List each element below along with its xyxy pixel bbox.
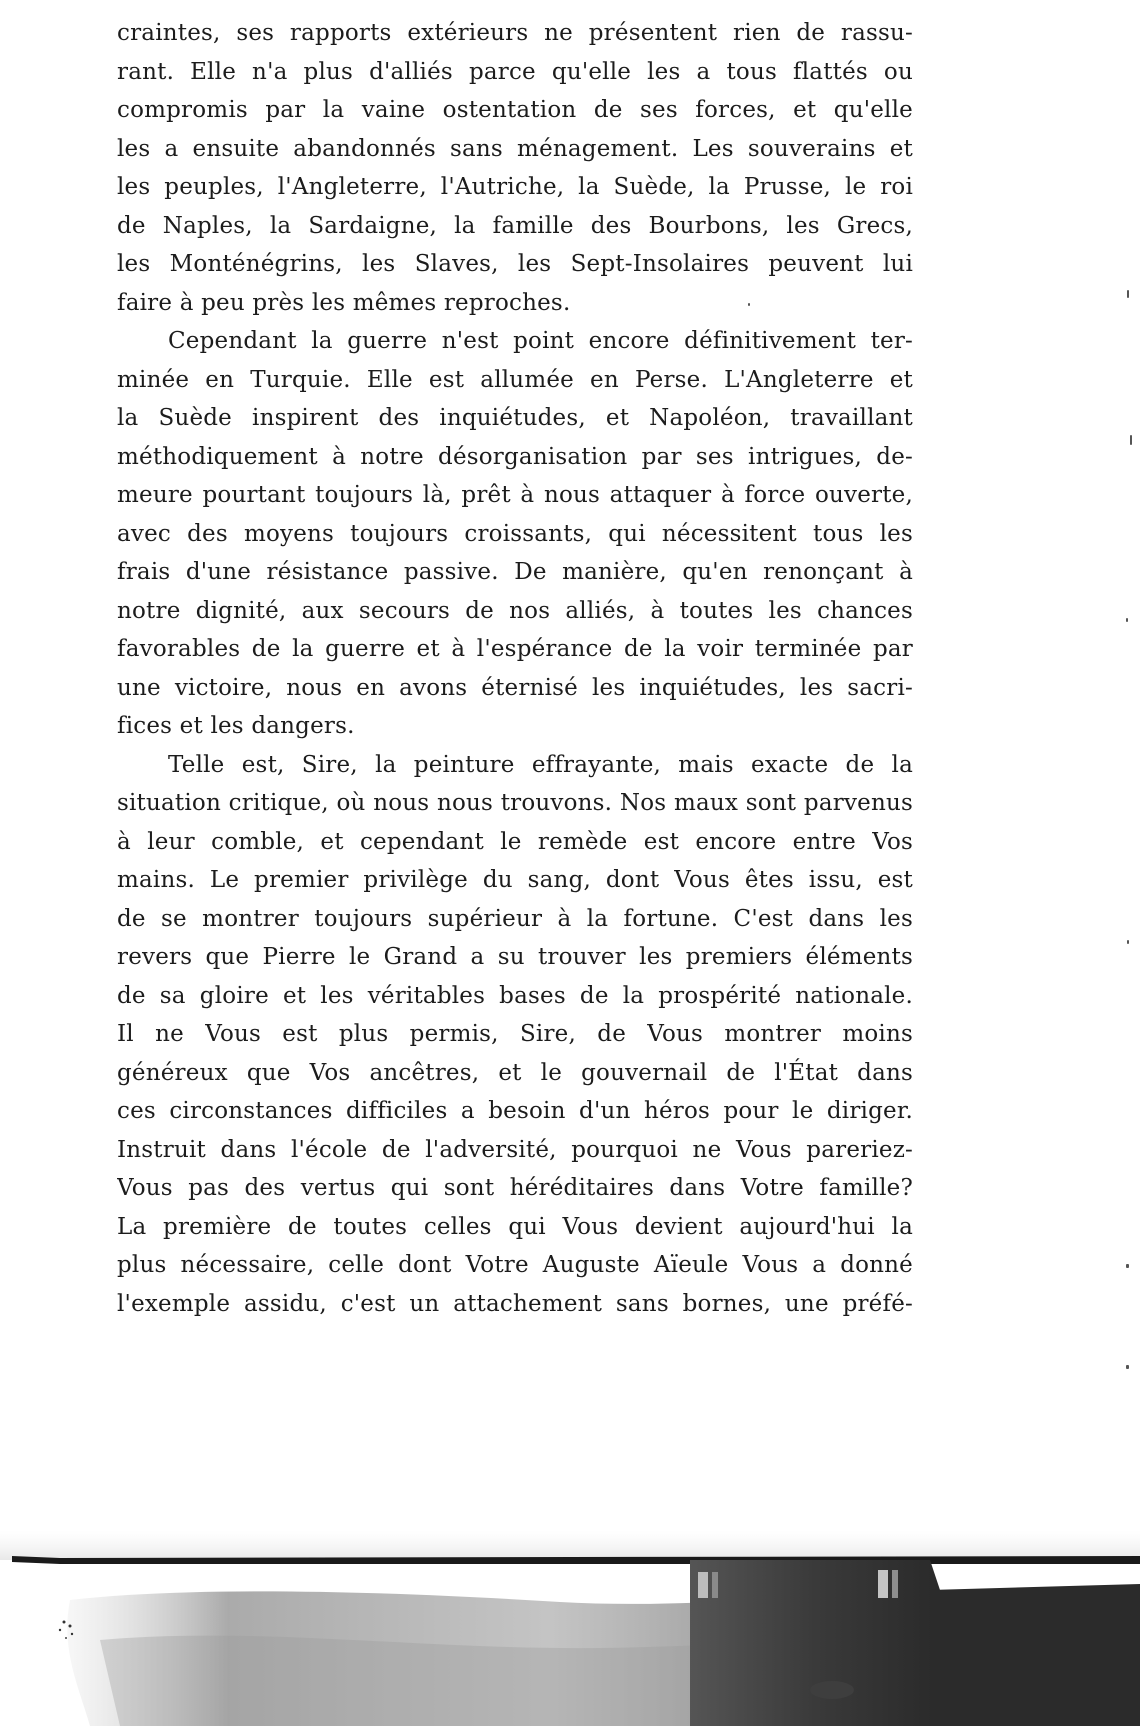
text-line: de Naples, la Sardaigne, la famille des Bourbons, les Grecs, — [117, 212, 913, 239]
text-line: craintes, ses rapports extérieurs ne présentent rien de rassu- — [117, 20, 913, 46]
scan-speck — [1126, 1365, 1129, 1369]
scan-speck — [1126, 618, 1128, 622]
text-line: l'exemple assidu, c'est un attachement sans bornes, une préfé- — [117, 1290, 913, 1317]
text-line: de sa gloire et les véritables bases de la prospérité nationale. — [117, 982, 913, 1009]
text-line: La première de toutes celles qui Vous devient aujourd'hui la — [117, 1213, 913, 1240]
text-line: Instruit dans l'école de l'adversité, pourquoi ne Vous pareriez- — [117, 1136, 913, 1163]
text-line: la Suède inspirent des inquiétudes, et Napoléon, travaillant — [117, 405, 913, 431]
text-line-paragraph-end: faire à peu près les mêmes reproches. — [117, 289, 571, 316]
scan-speck — [1126, 1264, 1129, 1268]
text-line-cut — [117, 0, 913, 14]
text-line: méthodiquement à notre désorganisation par ses intrigues, de- — [117, 443, 913, 470]
text-line: les peuples, l'Angleterre, l'Autriche, la Suède, la Prusse, le roi — [117, 174, 913, 200]
text-line: Vous pas des vertus qui sont héréditaires dans Votre famille? — [117, 1175, 913, 1201]
text-line: plus nécessaire, celle dont Votre Auguste Aïeule Vous a donné — [117, 1252, 913, 1278]
body-text — [117, 0, 913, 1323]
text-line: Il ne Vous est plus permis, Sire, de Vous montrer moins — [117, 1021, 913, 1047]
text-line: frais d'une résistance passive. De manière, qu'en renonçant à — [117, 559, 913, 585]
text-line: favorables de la guerre et à l'espérance de la voir terminée par — [117, 636, 913, 662]
text-line: situation critique, où nous nous trouvons. Nos maux sont parvenus — [117, 790, 913, 816]
text-line: revers que Pierre le Grand a su trouver les premiers éléments — [117, 944, 913, 970]
text-line: les a ensuite abandonnés sans ménagement. Les souverains et — [117, 135, 913, 162]
text-line: rant. Elle n'a plus d'alliés parce qu'elle les a tous flattés ou — [117, 58, 913, 85]
text-line: les Monténégrins, les Slaves, les Sept-Insolaires peuvent lui — [117, 251, 913, 277]
scan-speck — [1127, 940, 1129, 944]
text-line: mains. Le premier privilège du sang, dont Vous êtes issu, est — [117, 867, 913, 893]
text-line-paragraph-start: Telle est, Sire, la peinture effrayante, mais exacte de la — [168, 751, 913, 778]
text-line: notre dignité, aux secours de nos alliés, à toutes les chances — [117, 597, 913, 624]
text-line: à leur comble, et cependant le remède est encore entre Vos — [117, 828, 913, 855]
text-line: de se montrer toujours supérieur à la fortune. C'est dans les — [117, 905, 913, 932]
text-line: minée en Turquie. Elle est allumée en Perse. L'Angleterre et — [117, 366, 913, 393]
scan-speck — [1130, 435, 1132, 445]
text-line: ces circonstances difficiles a besoin d'un héros pour le diriger. — [117, 1098, 913, 1124]
text-line-paragraph-end: fices et les dangers. — [117, 713, 355, 739]
text-line: généreux que Vos ancêtres, et le gouvernail de l'État dans — [117, 1059, 913, 1086]
text-line: avec des moyens toujours croissants, qui nécessitent tous les — [117, 520, 913, 547]
text-line: meure pourtant toujours là, prêt à nous attaquer à force ouverte, — [117, 482, 913, 508]
text-line-paragraph-start: Cependant la guerre n'est point encore définitivement ter- — [168, 328, 913, 354]
text-line: une victoire, nous en avons éternisé les inquiétudes, les sacri- — [117, 674, 913, 701]
scan-speck — [748, 303, 750, 306]
text-line: compromis par la vaine ostentation de ses forces, et qu'elle — [117, 97, 913, 123]
scan-artifact-bottom — [0, 1530, 1140, 1726]
binder-clip-shadow — [0, 1530, 1140, 1726]
scan-speck — [1127, 290, 1129, 298]
